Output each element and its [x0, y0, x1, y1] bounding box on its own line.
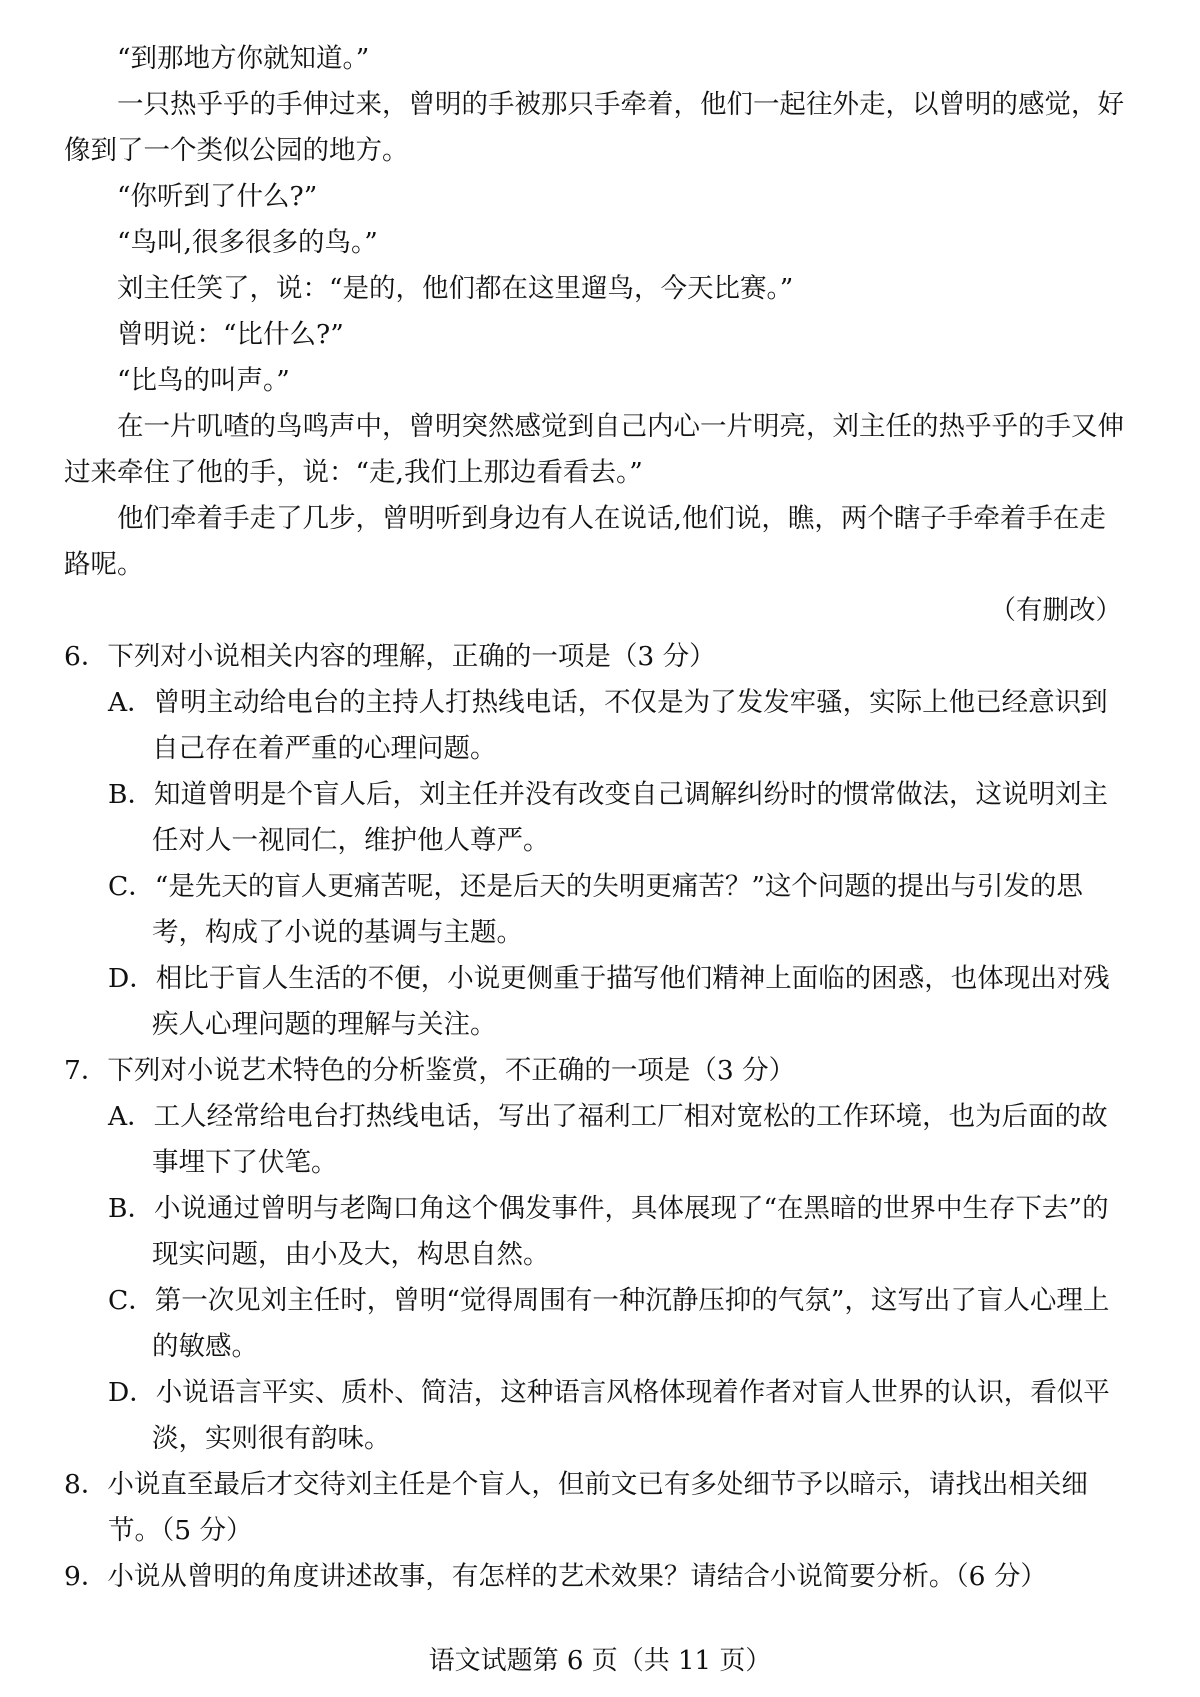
- question-9: [64, 1554, 1124, 1600]
- option-c: C．第一次见刘主任时，曾明“觉得周围有一种沉静压抑的气氛”，这写出了盲人心理上的敏感。: [108, 1285, 1110, 1362]
- option-d: D．小说语言平实、质朴、简洁，这种语言风格体现着作者对盲人世界的认识，看似平淡，实则很有韵味。: [108, 1377, 1110, 1454]
- question-stem: 6．下列对小说相关内容的理解，正确的一项是（3 分）: [64, 641, 716, 672]
- question-6: [64, 634, 1124, 1048]
- passage-paragraph: “比鸟的叫声。”: [117, 365, 290, 396]
- option-c: C．“是先天的盲人更痛苦呢，还是后天的失明更痛苦？”这个问题的提出与引发的思考，构成了小说的基调与主题。: [108, 871, 1083, 948]
- passage-paragraph: “到那地方你就知道。”: [117, 43, 370, 74]
- question-8: [64, 1462, 1124, 1554]
- page-footer: 语文试题第 6 页（共 11 页）: [428, 1646, 772, 1676]
- passage-paragraph: 一只热乎乎的手伸过来，曾明的手被那只手牵着，他们一起往外走，以曾明的感觉，好像到了一个类似公园的地方。: [64, 89, 1124, 166]
- source-note: （有删改）: [989, 595, 1122, 626]
- option-b: B．小说通过曾明与老陶口角这个偶发事件，具体展现了“在黑暗的世界中生存下去”的现实问题，由小及大，构思自然。: [108, 1193, 1109, 1270]
- exam-page: [64, 36, 1124, 1600]
- passage-paragraph: 他们牵着手走了几步，曾明听到身边有人在说话,他们说，瞧，两个瞎子手牵着手在走路呢。: [64, 503, 1106, 580]
- option-d: D．相比于盲人生活的不便，小说更侧重于描写他们精神上面临的困惑，也体现出对残疾人心理问题的理解与关注。: [108, 963, 1110, 1040]
- option-a: A．曾明主动给电台的主持人打热线电话，不仅是为了发发牢骚，实际上他已经意识到自己存在着严重的心理问题。: [108, 687, 1108, 764]
- option-b: B．知道曾明是个盲人后，刘主任并没有改变自己调解纠纷时的惯常做法，这说明刘主任对人一视同仁，维护他人尊严。: [108, 779, 1108, 856]
- passage-paragraph: 曾明说：“比什么?”: [117, 319, 344, 350]
- question-7: [64, 1048, 1124, 1462]
- question-stem: 9．小说从曾明的角度讲述故事，有怎样的艺术效果？请结合小说简要分析。（6 分）: [64, 1561, 1047, 1592]
- passage-paragraph: “鸟叫,很多很多的鸟。”: [117, 227, 378, 258]
- story-passage: [64, 36, 1124, 634]
- passage-paragraph: 刘主任笑了，说：“是的，他们都在这里遛鸟，今天比赛。”: [117, 273, 794, 304]
- question-stem: 7．下列对小说艺术特色的分析鉴赏，不正确的一项是（3 分）: [64, 1055, 796, 1086]
- question-stem: 8．小说直至最后才交待刘主任是个盲人，但前文已有多处细节予以暗示，请找出相关细节。（5 分）: [64, 1469, 1088, 1546]
- passage-paragraph: 在一片叽喳的鸟鸣声中，曾明突然感觉到自己内心一片明亮，刘主任的热乎乎的手又伸过来牵住了他的手，说：“走,我们上那边看看去。”: [64, 411, 1124, 488]
- passage-paragraph: “你听到了什么?”: [117, 181, 318, 212]
- option-a: A．工人经常给电台打热线电话，写出了福利工厂相对宽松的工作环境，也为后面的故事埋下了伏笔。: [108, 1101, 1108, 1178]
